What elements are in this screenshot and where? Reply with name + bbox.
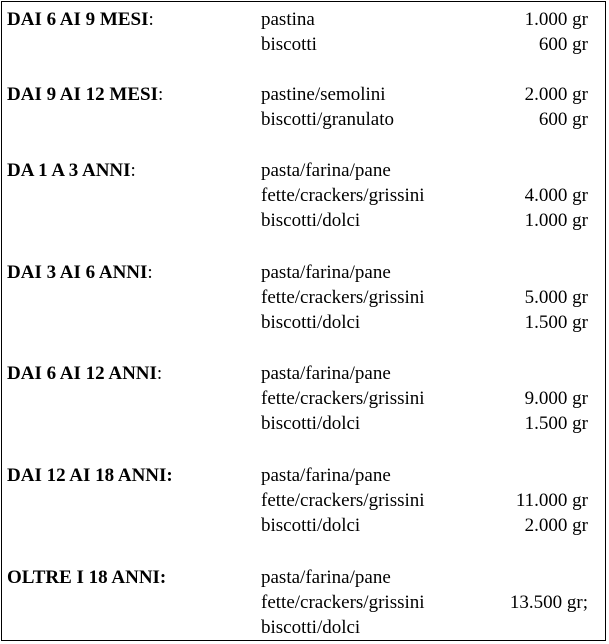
product-name: biscotti/dolci: [261, 413, 361, 434]
product-quantity: 1.500 gr: [524, 312, 588, 333]
product-name: pasta/farina/pane: [261, 465, 391, 486]
product-quantity: 600 gr: [538, 34, 588, 55]
product-name: pasta/farina/pane: [261, 567, 391, 588]
age-group-title: DAI 6 AI 9 MESI: [7, 9, 149, 30]
product-name: biscotti/dolci: [261, 312, 361, 333]
product-name: pastina: [261, 9, 315, 30]
age-group-title: OLTRE I 18 ANNI:: [7, 567, 167, 588]
product-quantity: 600 gr: [538, 109, 588, 130]
product-quantity: 1.000 gr: [524, 210, 588, 231]
age-group-colon: :: [148, 9, 154, 30]
product-name: pasta/farina/pane: [261, 160, 391, 181]
age-group-label: [7, 158, 136, 183]
age-group-colon: :: [157, 84, 164, 105]
product-name: fette/crackers/grissini: [261, 490, 425, 511]
product-name: pasta/farina/pane: [261, 262, 391, 283]
age-group-label: [7, 361, 162, 386]
product-name: biscotti/dolci: [261, 515, 361, 536]
age-group-title: DAI 9 AI 12 MESI: [7, 84, 158, 105]
product-name: pasta/farina/pane: [261, 363, 391, 384]
product-name: fette/crackers/grissini: [261, 592, 425, 613]
age-group-label: [7, 7, 154, 32]
product-quantity: 13.500 gr;: [509, 592, 588, 613]
product-name: biscotti/granulato: [261, 109, 394, 130]
age-group-colon: :: [156, 363, 163, 384]
product-quantity: 1.500 gr: [524, 413, 588, 434]
product-quantity: 1.000 gr: [524, 9, 588, 30]
product-name: pastine/semolini: [261, 84, 386, 105]
product-quantity: 2.000 gr: [524, 84, 588, 105]
age-group-label: [7, 565, 166, 590]
product-name: biscotti/dolci: [261, 617, 361, 638]
product-name: biscotti/dolci: [261, 210, 361, 231]
age-group-label: [7, 463, 173, 488]
product-quantity: 4.000 gr: [524, 185, 588, 206]
age-group-title: DA 1 A 3 ANNI: [7, 160, 131, 181]
product-name: fette/crackers/grissini: [261, 388, 425, 409]
product-quantity: 2.000 gr: [524, 515, 588, 536]
age-group-title: DAI 6 AI 12 ANNI: [7, 363, 157, 384]
age-group-title: DAI 3 AI 6 ANNI: [7, 262, 148, 283]
quantity-table: [1, 1, 606, 641]
age-group-colon: :: [130, 160, 136, 181]
age-group-label: [7, 82, 163, 107]
product-quantity: 11.000 gr: [515, 490, 588, 511]
age-group-colon: :: [147, 262, 153, 283]
age-group-title: DAI 12 AI 18 ANNI:: [7, 465, 173, 486]
product-name: fette/crackers/grissini: [261, 185, 425, 206]
product-name: biscotti: [261, 34, 317, 55]
product-quantity: 9.000 gr: [524, 388, 588, 409]
age-group-label: [7, 260, 153, 285]
product-quantity: 5.000 gr: [524, 287, 588, 308]
product-name: fette/crackers/grissini: [261, 287, 425, 308]
